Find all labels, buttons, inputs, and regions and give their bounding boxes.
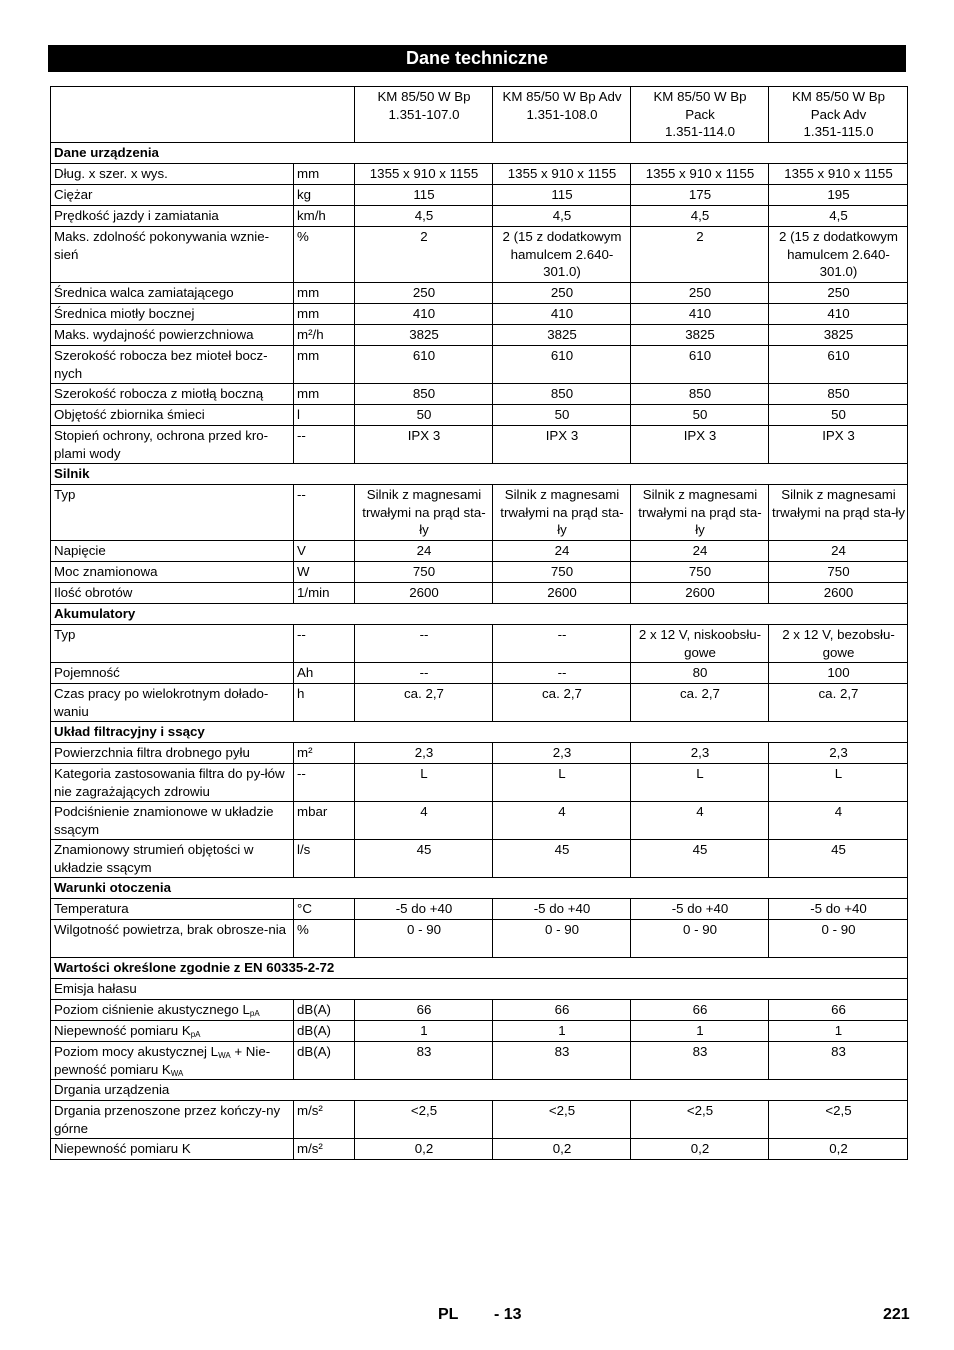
- table-row: [51, 283, 908, 304]
- value-cell-model-3: 1: [631, 1021, 769, 1042]
- model-header-row: [51, 87, 908, 143]
- row-unit: dB(A): [294, 1021, 355, 1042]
- model-header-line: KM 85/50 W Bp: [377, 89, 471, 104]
- row-label: [51, 1042, 294, 1080]
- table-row: [51, 1101, 908, 1139]
- value-cell-model-4: 0 - 90: [769, 920, 908, 958]
- table-row: [51, 1139, 908, 1160]
- row-label: Stopień ochrony, ochrona przed kro-plami wody: [51, 426, 294, 464]
- value-cell-model-2: L: [493, 764, 631, 802]
- section-title: Akumulatory: [51, 604, 908, 625]
- row-unit: m/s²: [294, 1139, 355, 1160]
- value-cell-model-2: ca. 2,7: [493, 684, 631, 722]
- value-cell-model-3: 0,2: [631, 1139, 769, 1160]
- value-cell-model-2: 2,3: [493, 743, 631, 764]
- value-cell-model-4: -5 do +40: [769, 899, 908, 920]
- value-cell-model-2: --: [493, 663, 631, 684]
- value-cell-model-1: IPX 3: [355, 426, 493, 464]
- label-text: + Nie-pewność pomiaru K: [54, 1044, 271, 1077]
- row-label: Prędkość jazdy i zamiatania: [51, 206, 294, 227]
- row-unit: kg: [294, 185, 355, 206]
- row-unit: mm: [294, 304, 355, 325]
- footer-section-page: - 13: [494, 1306, 522, 1323]
- value-cell-model-1: 750: [355, 562, 493, 583]
- row-unit: mm: [294, 283, 355, 304]
- value-cell-model-4: 195: [769, 185, 908, 206]
- value-cell-model-1: 83: [355, 1042, 493, 1080]
- model-header-line: 1.351-114.0: [665, 124, 735, 139]
- value-cell-model-1: 1355 x 910 x 1155: [355, 164, 493, 185]
- table-row: [51, 185, 908, 206]
- model-header-2: [493, 87, 631, 143]
- value-cell-model-3: 1355 x 910 x 1155: [631, 164, 769, 185]
- value-cell-model-1: ca. 2,7: [355, 684, 493, 722]
- page-title: Dane techniczne: [48, 45, 906, 72]
- model-header-3: [631, 87, 769, 143]
- table-row: [51, 663, 908, 684]
- value-cell-model-3: 0 - 90: [631, 920, 769, 958]
- model-header-line: Pack: [685, 106, 715, 122]
- row-label: Szerokość robocza z miotłą boczną: [51, 384, 294, 405]
- value-cell-model-2: 2 (15 z dodatkowym hamulcem 2.640-301.0): [493, 227, 631, 283]
- value-cell-model-3: 80: [631, 663, 769, 684]
- value-cell-model-2: 83: [493, 1042, 631, 1080]
- row-label: Maks. wydajność powierzchniowa: [51, 325, 294, 346]
- value-cell-model-3: 610: [631, 346, 769, 384]
- table-row: [51, 1021, 908, 1042]
- row-label: Dług. x szer. x wys.: [51, 164, 294, 185]
- row-label: Ilość obrotów: [51, 583, 294, 604]
- row-unit: h: [294, 684, 355, 722]
- value-cell-model-2: -5 do +40: [493, 899, 631, 920]
- value-cell-model-1: Silnik z magnesami trwałymi na prąd sta-ły: [355, 485, 493, 541]
- value-cell-model-3: 2600: [631, 583, 769, 604]
- row-unit: mm: [294, 346, 355, 384]
- value-cell-model-2: 24: [493, 541, 631, 562]
- label-subscript: pA: [190, 1030, 201, 1039]
- row-unit: Ah: [294, 663, 355, 684]
- table-row: [51, 304, 908, 325]
- table-row: [51, 325, 908, 346]
- value-cell-model-1: 0,2: [355, 1139, 493, 1160]
- row-unit: %: [294, 920, 355, 958]
- row-unit: m/s²: [294, 1101, 355, 1139]
- value-cell-model-3: 4,5: [631, 206, 769, 227]
- model-header-line: 1.351-107.0: [388, 106, 460, 122]
- label-text: Niepewność pomiaru K: [54, 1023, 191, 1038]
- label-subscript: WA: [218, 1051, 231, 1060]
- row-unit: km/h: [294, 206, 355, 227]
- row-unit: mm: [294, 164, 355, 185]
- value-cell-model-4: 750: [769, 562, 908, 583]
- subheading: Emisja hałasu: [51, 979, 908, 1000]
- value-cell-model-3: <2,5: [631, 1101, 769, 1139]
- section-heading-row: [51, 604, 908, 625]
- value-cell-model-2: 850: [493, 384, 631, 405]
- row-label: Moc znamionowa: [51, 562, 294, 583]
- value-cell-model-1: <2,5: [355, 1101, 493, 1139]
- value-cell-model-1: 1: [355, 1021, 493, 1042]
- value-cell-model-4: 2 (15 z dodatkowym hamulcem 2.640-301.0): [769, 227, 908, 283]
- value-cell-model-3: 4: [631, 802, 769, 840]
- value-cell-model-1: 50: [355, 405, 493, 426]
- table-row: [51, 625, 908, 663]
- row-unit: dB(A): [294, 1000, 355, 1021]
- value-cell-model-1: 850: [355, 384, 493, 405]
- value-cell-model-4: 4,5: [769, 206, 908, 227]
- section-heading-row: [51, 143, 908, 164]
- model-header-1: [355, 87, 493, 143]
- model-header-4: [769, 87, 908, 143]
- row-unit: --: [294, 764, 355, 802]
- value-cell-model-4: <2,5: [769, 1101, 908, 1139]
- row-label: Średnica miotły bocznej: [51, 304, 294, 325]
- technical-data-table: [50, 86, 908, 1160]
- value-cell-model-3: 66: [631, 1000, 769, 1021]
- section-title: Warunki otoczenia: [51, 878, 908, 899]
- footer-language: PL: [438, 1306, 459, 1323]
- value-cell-model-4: 2600: [769, 583, 908, 604]
- value-cell-model-1: 0 - 90: [355, 920, 493, 958]
- row-label: Podciśnienie znamionowe w układzie ssącym: [51, 802, 294, 840]
- model-header-line: KM 85/50 W Bp: [791, 89, 886, 104]
- row-label: Napięcie: [51, 541, 294, 562]
- row-label: Typ: [51, 625, 294, 663]
- value-cell-model-4: 24: [769, 541, 908, 562]
- value-cell-model-3: IPX 3: [631, 426, 769, 464]
- row-label: Czas pracy po wielokrotnym dołado-waniu: [51, 684, 294, 722]
- row-label: Pojemność: [51, 663, 294, 684]
- row-label: Objętość zbiornika śmieci: [51, 405, 294, 426]
- value-cell-model-4: 1355 x 910 x 1155: [769, 164, 908, 185]
- value-cell-model-3: -5 do +40: [631, 899, 769, 920]
- table-row: [51, 206, 908, 227]
- value-cell-model-3: 2,3: [631, 743, 769, 764]
- table-row: [51, 840, 908, 878]
- table-row: [51, 802, 908, 840]
- row-unit: --: [294, 625, 355, 663]
- value-cell-model-2: 610: [493, 346, 631, 384]
- row-label: Szerokość robocza bez mioteł bocz-nych: [51, 346, 294, 384]
- value-cell-model-1: -5 do +40: [355, 899, 493, 920]
- value-cell-model-3: 175: [631, 185, 769, 206]
- model-header-line: KM 85/50 W Bp Adv: [502, 89, 622, 104]
- row-label: Maks. zdolność pokonywania wznie-sień: [51, 227, 294, 283]
- row-label: [51, 1021, 294, 1042]
- table-row: [51, 227, 908, 283]
- value-cell-model-3: 250: [631, 283, 769, 304]
- row-label: Temperatura: [51, 899, 294, 920]
- row-label: Znamionowy strumień objętości w układzie ssącym: [51, 840, 294, 878]
- value-cell-model-4: 4: [769, 802, 908, 840]
- value-cell-model-1: 24: [355, 541, 493, 562]
- row-label: Typ: [51, 485, 294, 541]
- row-unit: l: [294, 405, 355, 426]
- row-unit: mbar: [294, 802, 355, 840]
- value-cell-model-2: 66: [493, 1000, 631, 1021]
- value-cell-model-2: 3825: [493, 325, 631, 346]
- table-row: [51, 384, 908, 405]
- value-cell-model-4: 2,3: [769, 743, 908, 764]
- value-cell-model-1: 2: [355, 227, 493, 283]
- model-header-line: Pack Adv: [810, 106, 867, 122]
- section-heading-row: [51, 878, 908, 899]
- value-cell-model-3: Silnik z magnesami trwałymi na prąd sta-ły: [631, 485, 769, 541]
- value-cell-model-1: 610: [355, 346, 493, 384]
- value-cell-model-2: 2600: [493, 583, 631, 604]
- value-cell-model-4: 3825: [769, 325, 908, 346]
- value-cell-model-1: --: [355, 625, 493, 663]
- value-cell-model-2: 250: [493, 283, 631, 304]
- value-cell-model-3: 2 x 12 V, niskoobsłu-gowe: [631, 625, 769, 663]
- value-cell-model-2: 0 - 90: [493, 920, 631, 958]
- label-subscript: pA: [249, 1009, 260, 1018]
- table-row: [51, 684, 908, 722]
- value-cell-model-3: 50: [631, 405, 769, 426]
- value-cell-model-4: 850: [769, 384, 908, 405]
- value-cell-model-1: 3825: [355, 325, 493, 346]
- value-cell-model-2: 115: [493, 185, 631, 206]
- value-cell-model-1: 45: [355, 840, 493, 878]
- value-cell-model-4: 45: [769, 840, 908, 878]
- table-row: [51, 979, 908, 1000]
- table-row: [51, 899, 908, 920]
- value-cell-model-3: 750: [631, 562, 769, 583]
- value-cell-model-2: 45: [493, 840, 631, 878]
- table-row: [51, 743, 908, 764]
- value-cell-model-4: 0,2: [769, 1139, 908, 1160]
- value-cell-model-1: L: [355, 764, 493, 802]
- value-cell-model-3: 2: [631, 227, 769, 283]
- row-unit: 1/min: [294, 583, 355, 604]
- section-title: Wartości określone zgodnie z EN 60335-2-72: [51, 958, 908, 979]
- value-cell-model-3: 3825: [631, 325, 769, 346]
- value-cell-model-4: 66: [769, 1000, 908, 1021]
- table-row: [51, 562, 908, 583]
- value-cell-model-2: --: [493, 625, 631, 663]
- row-unit: mm: [294, 384, 355, 405]
- value-cell-model-1: 4: [355, 802, 493, 840]
- table-row: [51, 1042, 908, 1080]
- value-cell-model-2: 50: [493, 405, 631, 426]
- section-title: Silnik: [51, 464, 908, 485]
- table-row: [51, 920, 908, 958]
- value-cell-model-3: 24: [631, 541, 769, 562]
- label-text: Poziom ciśnienie akustycznego L: [54, 1002, 250, 1017]
- value-cell-model-2: Silnik z magnesami trwałymi na prąd sta-ły: [493, 485, 631, 541]
- value-cell-model-4: 410: [769, 304, 908, 325]
- value-cell-model-3: L: [631, 764, 769, 802]
- value-cell-model-2: 1355 x 910 x 1155: [493, 164, 631, 185]
- subheading: Drgania urządzenia: [51, 1080, 908, 1101]
- table-row: [51, 346, 908, 384]
- value-cell-model-3: ca. 2,7: [631, 684, 769, 722]
- value-cell-model-4: L: [769, 764, 908, 802]
- table-row: [51, 405, 908, 426]
- value-cell-model-4: Silnik z magnesami trwałymi na prąd sta-ły: [769, 485, 908, 541]
- row-unit: --: [294, 485, 355, 541]
- row-unit: m²: [294, 743, 355, 764]
- value-cell-model-2: 410: [493, 304, 631, 325]
- footer-page-number: 221: [883, 1306, 910, 1323]
- table-row: [51, 164, 908, 185]
- row-label: Niepewność pomiaru K: [51, 1139, 294, 1160]
- section-title: Układ filtracyjny i ssący: [51, 722, 908, 743]
- value-cell-model-4: 1: [769, 1021, 908, 1042]
- label-subscript: WA: [170, 1068, 184, 1078]
- row-unit: l/s: [294, 840, 355, 878]
- row-unit: W: [294, 562, 355, 583]
- row-label: Wilgotność powietrza, brak obrosze-nia: [51, 920, 294, 958]
- value-cell-model-4: 50: [769, 405, 908, 426]
- value-cell-model-2: 750: [493, 562, 631, 583]
- value-cell-model-1: 66: [355, 1000, 493, 1021]
- value-cell-model-1: 250: [355, 283, 493, 304]
- value-cell-model-4: 250: [769, 283, 908, 304]
- value-cell-model-1: 115: [355, 185, 493, 206]
- value-cell-model-1: 4,5: [355, 206, 493, 227]
- row-unit: %: [294, 227, 355, 283]
- value-cell-model-3: 83: [631, 1042, 769, 1080]
- value-cell-model-4: 83: [769, 1042, 908, 1080]
- row-label: Średnica walca zamiatającego: [51, 283, 294, 304]
- value-cell-model-2: <2,5: [493, 1101, 631, 1139]
- row-unit: °C: [294, 899, 355, 920]
- value-cell-model-2: IPX 3: [493, 426, 631, 464]
- model-header-line: KM 85/50 W Bp: [653, 89, 747, 104]
- value-cell-model-3: 410: [631, 304, 769, 325]
- value-cell-model-2: 0,2: [493, 1139, 631, 1160]
- value-cell-model-4: IPX 3: [769, 426, 908, 464]
- section-heading-row: [51, 958, 908, 979]
- row-label: Powierzchnia filtra drobnego pyłu: [51, 743, 294, 764]
- table-row: [51, 1000, 908, 1021]
- value-cell-model-4: 100: [769, 663, 908, 684]
- value-cell-model-1: --: [355, 663, 493, 684]
- section-heading-row: [51, 722, 908, 743]
- table-row: [51, 583, 908, 604]
- row-unit: V: [294, 541, 355, 562]
- value-cell-model-4: 610: [769, 346, 908, 384]
- table-row: [51, 426, 908, 464]
- label-text: Poziom mocy akustycznej L: [54, 1044, 219, 1059]
- table-row: [51, 485, 908, 541]
- table-row: [51, 1080, 908, 1101]
- model-header-line: 1.351-108.0: [526, 106, 598, 122]
- value-cell-model-3: 45: [631, 840, 769, 878]
- value-cell-model-3: 850: [631, 384, 769, 405]
- table-row: [51, 764, 908, 802]
- row-label: [51, 1000, 294, 1021]
- section-title: Dane urządzenia: [51, 143, 908, 164]
- value-cell-model-4: ca. 2,7: [769, 684, 908, 722]
- value-cell-model-2: 1: [493, 1021, 631, 1042]
- row-unit: --: [294, 426, 355, 464]
- value-cell-model-1: 2600: [355, 583, 493, 604]
- value-cell-model-2: 4,5: [493, 206, 631, 227]
- row-label: Drgania przenoszone przez kończy-ny górne: [51, 1101, 294, 1139]
- model-header-line: 1.351-115.0: [803, 124, 874, 139]
- value-cell-model-2: 4: [493, 802, 631, 840]
- table-row: [51, 541, 908, 562]
- row-label: Ciężar: [51, 185, 294, 206]
- section-heading-row: [51, 464, 908, 485]
- value-cell-model-1: 2,3: [355, 743, 493, 764]
- row-unit: m²/h: [294, 325, 355, 346]
- header-empty-cell: [51, 87, 355, 143]
- row-unit: dB(A): [294, 1042, 355, 1080]
- value-cell-model-4: 2 x 12 V, bezobsłu-gowe: [769, 625, 908, 663]
- value-cell-model-1: 410: [355, 304, 493, 325]
- row-label: Kategoria zastosowania filtra do py-łów nie zagrażających zdrowiu: [51, 764, 294, 802]
